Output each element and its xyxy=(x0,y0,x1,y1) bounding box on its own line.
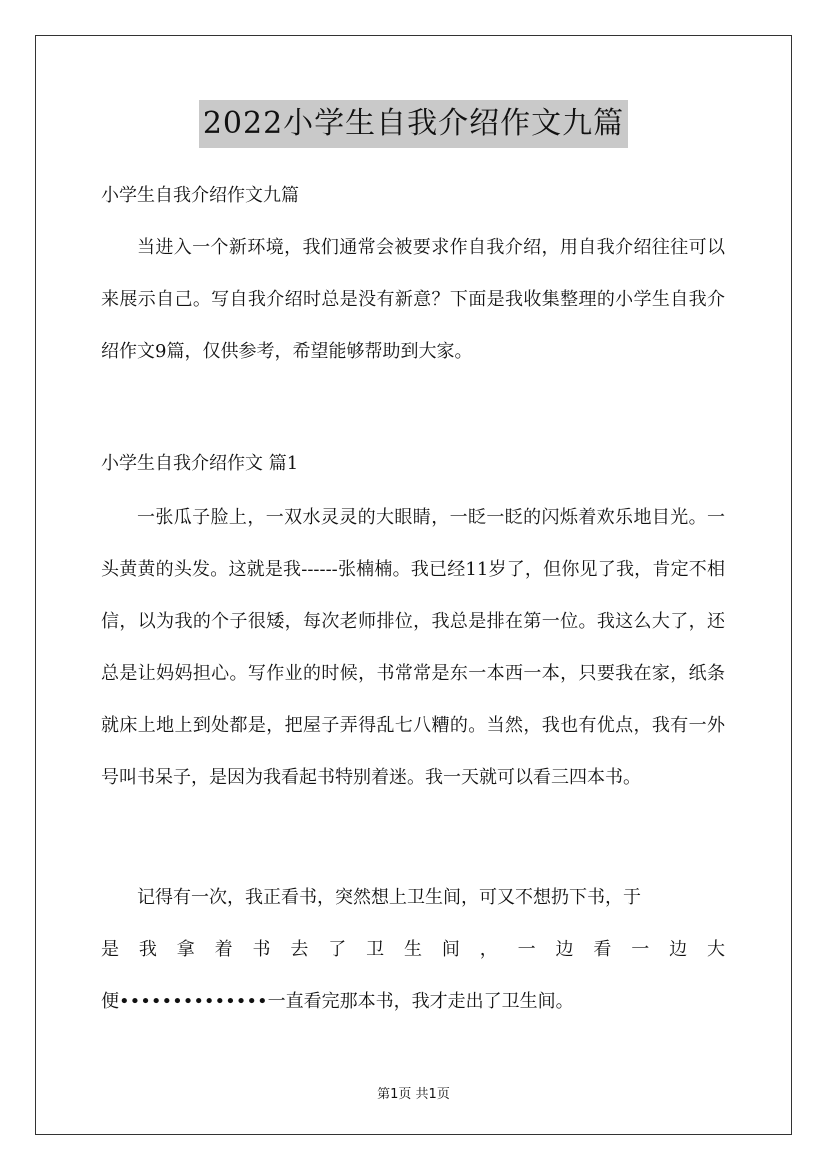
subtitle: 小学生自我介绍作文九篇 xyxy=(101,185,299,206)
intro-paragraph: 当进入一个新环境，我们通常会被要求作自我介绍，用自我介绍往往可以来展示自己。写自我介绍时总是没有新意？下面是我收集整理的小学生自我介绍作文9篇，仅供参考，希望能够帮助到大家。 xyxy=(101,237,725,362)
section-heading-1: 小学生自我介绍作文 篇1 xyxy=(101,453,299,474)
body-paragraph-2-line-2: 是我拿着书去了卫生间，一边看一边大 xyxy=(101,939,725,960)
page-footer: 第1页 共1页 xyxy=(377,1087,450,1102)
body-paragraph-2-line-1: 记得有一次，我正看书，突然想上卫生间，可又不想扔下书，于 xyxy=(137,887,641,908)
document-title: 2022小学生自我介绍作文九篇 xyxy=(199,100,628,148)
body-paragraph-2-line-3: 便••••••••••••••一直看完那本书，我才走出了卫生间。 xyxy=(101,991,574,1012)
document-title-wrap xyxy=(0,100,827,148)
body-paragraph-1: 一张瓜子脸上，一双水灵灵的大眼睛，一眨一眨的闪烁着欢乐地目光。一头黄黄的头发。这就是我------张楠楠。我已经11岁了，但你见了我，肯定不相信，以为我的个子很矮，每次老师排位，我总是排在第一位。我这么大了，还总是让妈妈担心。写作业的时候，书常常是东一本西一本，只要我在家，纸条就床上地上到处都是，把屋子弄得乱七八糟的。当然，我也有优点，我有一外号叫书呆子，是因为我看起书特别着迷。我一天就可以看三四本书。 xyxy=(101,507,725,788)
